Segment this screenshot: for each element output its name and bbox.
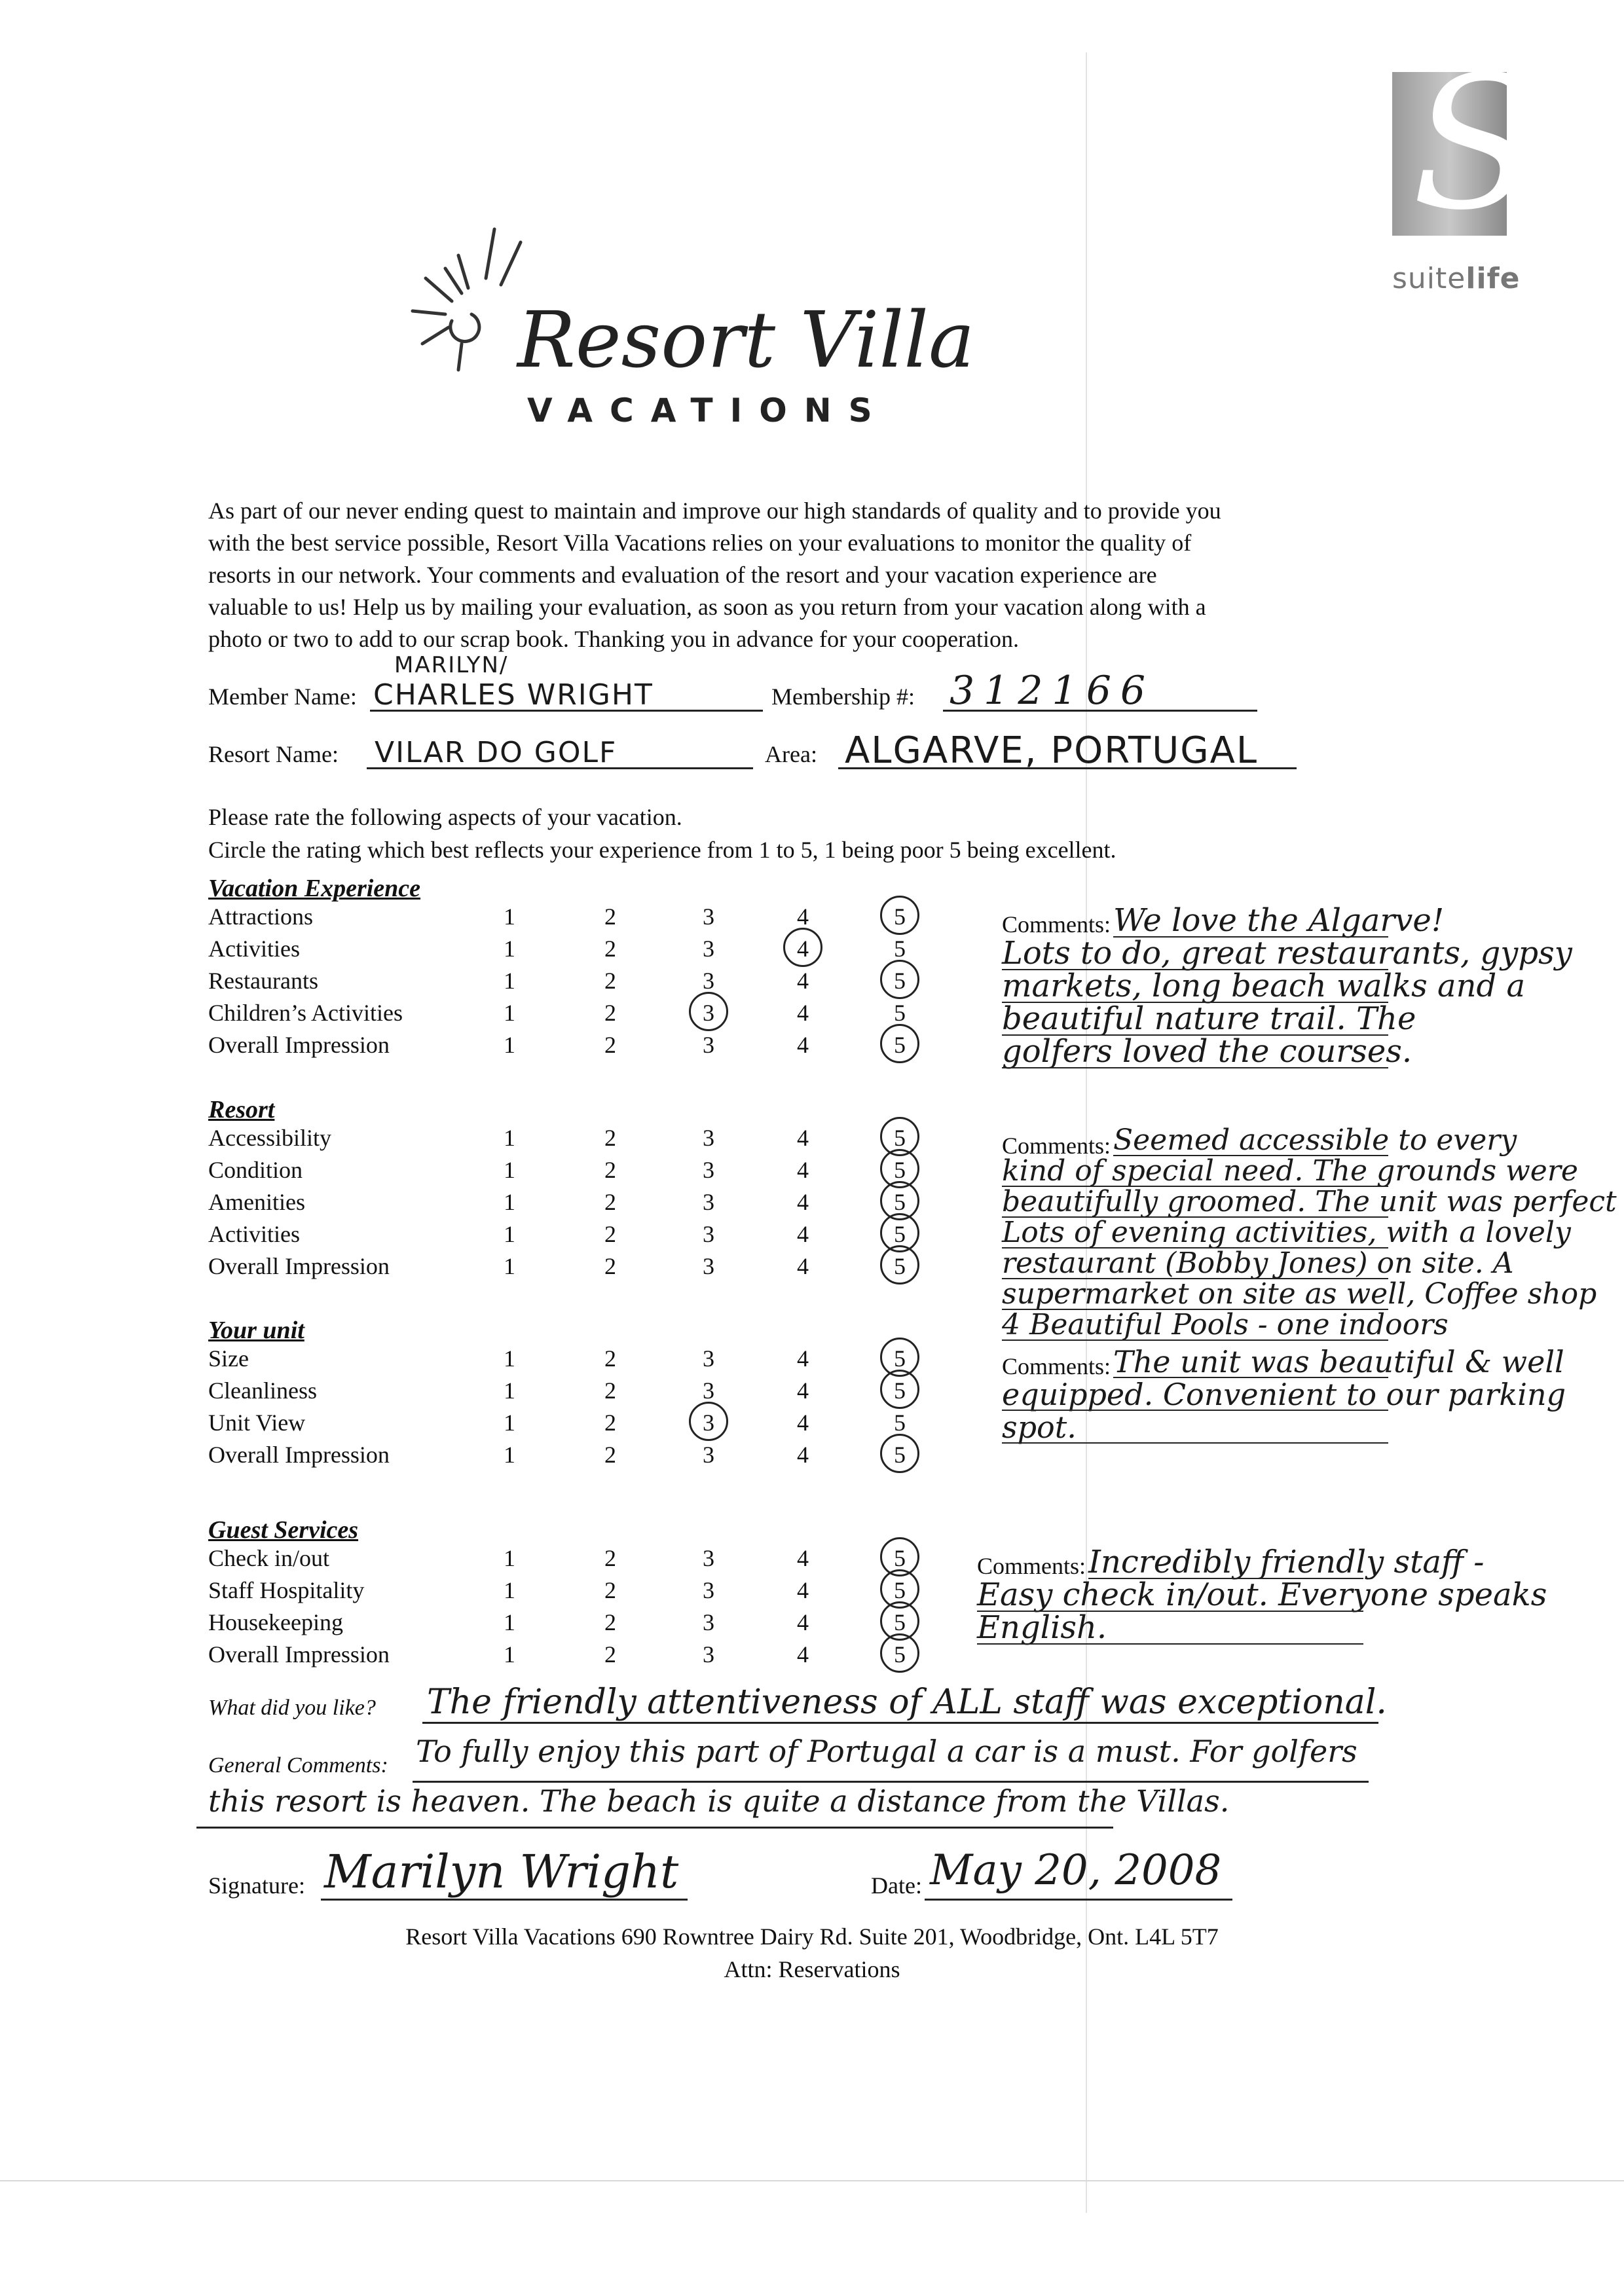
rating-selected-circle <box>880 1370 919 1409</box>
date-label: Date: <box>871 1872 922 1899</box>
rating-option-1[interactable]: 1 <box>504 1032 515 1058</box>
comment-line: kind of special need. The grounds were <box>1002 1154 1578 1188</box>
intro-line: valuable to us! Help us by mailing your evaluation, as soon as you return from your vacation along with a <box>208 594 1206 620</box>
rating-option-3[interactable]: 3 <box>703 1221 714 1247</box>
rating-item-label: Unit View <box>208 1410 306 1436</box>
rating-option-2[interactable]: 2 <box>604 1442 616 1468</box>
rating-option-3[interactable]: 3 <box>703 1125 714 1151</box>
rating-option-2[interactable]: 2 <box>604 1345 616 1372</box>
membership-line <box>943 710 1257 712</box>
rating-option-3[interactable]: 3 <box>703 1545 714 1571</box>
rating-item-label: Activities <box>208 1221 300 1247</box>
rating-option-2[interactable]: 2 <box>604 1253 616 1279</box>
rating-option-5[interactable]: 5 <box>894 1345 906 1372</box>
suitelife-s-mark: S <box>1412 37 1538 251</box>
section-title: Guest Services <box>208 1516 359 1544</box>
rating-item-label: Overall Impression <box>208 1641 390 1667</box>
suitelife-word-life: life <box>1466 262 1521 295</box>
rating-option-2[interactable]: 2 <box>604 1125 616 1151</box>
comment-line: spot. <box>1002 1410 1077 1445</box>
section-title: Your unit <box>208 1317 304 1344</box>
rating-option-4[interactable]: 4 <box>797 1221 809 1247</box>
membership-value: 312166 <box>950 668 1155 714</box>
comment-line: We love the Algarve! <box>1113 902 1445 939</box>
rating-option-2[interactable]: 2 <box>604 1189 616 1215</box>
comment-line: English. <box>977 1609 1107 1646</box>
rating-item-label: Overall Impression <box>208 1442 390 1468</box>
comment-line: beautiful nature trail. The <box>1002 1000 1416 1037</box>
rating-option-3[interactable]: 3 <box>703 1442 714 1468</box>
rating-selected-circle <box>880 1434 919 1473</box>
rating-option-4[interactable]: 4 <box>797 1157 809 1183</box>
rating-option-2[interactable]: 2 <box>604 1545 616 1571</box>
comment-line: equipped. Convenient to our parking <box>1002 1377 1566 1412</box>
date-line <box>925 1899 1232 1901</box>
rating-option-1[interactable]: 1 <box>504 968 515 994</box>
comment-underline <box>1002 1442 1388 1444</box>
signature-value: Marilyn Wright <box>324 1845 679 1899</box>
rating-option-5[interactable]: 5 <box>894 968 906 994</box>
rating-option-3[interactable]: 3 <box>703 903 714 930</box>
rating-option-1[interactable]: 1 <box>504 936 515 962</box>
rating-item-label: Condition <box>208 1157 303 1183</box>
area-label: Area: <box>765 741 817 767</box>
rating-option-4[interactable]: 4 <box>797 1032 809 1058</box>
general-underline-2 <box>196 1827 1113 1829</box>
rating-selected-circle <box>880 1024 919 1063</box>
intro-line: photo or two to add to our scrap book. Thanking you in advance for your cooperation. <box>208 626 1020 652</box>
rating-option-5[interactable]: 5 <box>894 936 906 962</box>
rating-option-3[interactable]: 3 <box>703 1000 714 1026</box>
rating-selected-circle <box>880 896 919 935</box>
rating-selected-circle <box>783 928 822 967</box>
rating-option-2[interactable]: 2 <box>604 1377 616 1404</box>
resort-name-line <box>367 767 753 769</box>
rating-selected-circle <box>880 1245 919 1285</box>
rating-item-label: Activities <box>208 936 300 962</box>
general-line-2: this resort is heaven. The beach is quite a distance from the Villas. <box>208 1783 1230 1819</box>
membership-label: Membership #: <box>771 683 915 710</box>
rating-option-2[interactable]: 2 <box>604 936 616 962</box>
rating-option-4[interactable]: 4 <box>797 1253 809 1279</box>
rating-item-label: Attractions <box>208 903 313 930</box>
comment-line: Lots to do, great restaurants, gypsy <box>1002 935 1572 972</box>
rating-option-5[interactable]: 5 <box>894 1377 906 1404</box>
rating-option-1[interactable]: 1 <box>504 1125 515 1151</box>
member-name-label: Member Name: <box>208 683 357 710</box>
rating-selected-circle <box>880 960 919 999</box>
rating-option-2[interactable]: 2 <box>604 1577 616 1603</box>
comment-line: 4 Beautiful Pools - one indoors <box>1002 1308 1449 1341</box>
rating-option-3[interactable]: 3 <box>703 1410 714 1436</box>
rating-option-1[interactable]: 1 <box>504 1442 515 1468</box>
rating-option-4[interactable]: 4 <box>797 1345 809 1372</box>
rating-option-4[interactable]: 4 <box>797 1577 809 1603</box>
sun-icon <box>406 216 530 373</box>
comment-line: Seemed accessible to every <box>1113 1123 1517 1157</box>
rating-option-1[interactable]: 1 <box>504 1577 515 1603</box>
rating-option-3[interactable]: 3 <box>703 936 714 962</box>
rating-selected-circle <box>689 992 728 1031</box>
comment-line: markets, long beach walks and a <box>1002 968 1526 1004</box>
rating-option-3[interactable]: 3 <box>703 1253 714 1279</box>
rating-option-4[interactable]: 4 <box>797 1000 809 1026</box>
instructions-line-2: Circle the rating which best reflects your experience from 1 to 5, 1 being poor 5 being excellent. <box>208 837 1116 863</box>
comment-line: Incredibly friendly staff - <box>1088 1544 1485 1580</box>
intro-paragraph <box>208 495 1426 655</box>
rating-option-1[interactable]: 1 <box>504 1641 515 1667</box>
rating-option-3[interactable]: 3 <box>703 1577 714 1603</box>
rating-item-label: Cleanliness <box>208 1377 317 1404</box>
rating-option-5[interactable]: 5 <box>894 903 906 930</box>
rating-option-1[interactable]: 1 <box>504 1377 515 1404</box>
rating-option-1[interactable]: 1 <box>504 1345 515 1372</box>
rating-option-4[interactable]: 4 <box>797 936 809 962</box>
comment-underline <box>1002 1339 1388 1341</box>
comments-label: Comments: <box>977 1553 1086 1579</box>
rating-option-4[interactable]: 4 <box>797 1125 809 1151</box>
instructions-line-1: Please rate the following aspects of your vacation. <box>208 804 682 830</box>
intro-line: resorts in our network. Your comments and evaluation of the resort and your vacation experience are <box>208 562 1157 588</box>
footer-attn: Attn: Reservations <box>724 1956 900 1982</box>
resort-name-label: Resort Name: <box>208 741 339 767</box>
rating-item-label: Amenities <box>208 1189 305 1215</box>
rating-option-2[interactable]: 2 <box>604 1157 616 1183</box>
rating-option-1[interactable]: 1 <box>504 1221 515 1247</box>
rating-option-1[interactable]: 1 <box>504 1000 515 1026</box>
intro-line: As part of our never ending quest to maintain and improve our high standards of quality and to provide you <box>208 498 1221 524</box>
area-value: ALGARVE, PORTUGAL <box>845 729 1259 772</box>
rating-option-4[interactable]: 4 <box>797 1410 809 1436</box>
intro-line: with the best service possible, Resort Villa Vacations relies on your evaluations to monitor the quality of <box>208 530 1192 556</box>
section-title: Resort <box>208 1096 275 1123</box>
rating-item-label: Check in/out <box>208 1545 329 1571</box>
area-line <box>838 767 1297 769</box>
rating-option-5[interactable]: 5 <box>894 1253 906 1279</box>
rating-option-4[interactable]: 4 <box>797 1641 809 1667</box>
rating-option-4[interactable]: 4 <box>797 1377 809 1404</box>
comment-line: supermarket on site as well, Coffee shop <box>1002 1277 1597 1311</box>
rating-option-5[interactable]: 5 <box>894 1157 906 1183</box>
scan-bottom-line <box>0 2180 1624 2181</box>
rating-selected-circle <box>689 1402 728 1441</box>
rating-item-label: Staff Hospitality <box>208 1577 365 1603</box>
suitelife-logo <box>1387 37 1538 308</box>
rating-option-4[interactable]: 4 <box>797 1545 809 1571</box>
rating-option-3[interactable]: 3 <box>703 1345 714 1372</box>
comment-line: golfers loved the courses. <box>1002 1033 1412 1070</box>
suitelife-s-icon <box>1392 37 1538 251</box>
rating-option-2[interactable]: 2 <box>604 1410 616 1436</box>
rating-option-2[interactable]: 2 <box>604 1641 616 1667</box>
rating-option-2[interactable]: 2 <box>604 903 616 930</box>
rating-option-1[interactable]: 1 <box>504 903 515 930</box>
rating-item-label: Overall Impression <box>208 1253 390 1279</box>
comments-label: Comments: <box>1002 1133 1111 1159</box>
rating-option-1[interactable]: 1 <box>504 1410 515 1436</box>
signature-label: Signature: <box>208 1872 305 1899</box>
rating-option-3[interactable]: 3 <box>703 968 714 994</box>
rating-option-5[interactable]: 5 <box>894 1410 906 1436</box>
comment-underline <box>977 1643 1363 1645</box>
logo-script-title: Resort Villa <box>517 295 975 385</box>
resort-villa-logo <box>406 216 975 432</box>
rating-option-3[interactable]: 3 <box>703 1641 714 1667</box>
rating-option-2[interactable]: 2 <box>604 1000 616 1026</box>
rating-option-1[interactable]: 1 <box>504 1189 515 1215</box>
rating-option-5[interactable]: 5 <box>894 1641 906 1667</box>
suitelife-word-suite: suite <box>1392 262 1466 295</box>
rating-option-5[interactable]: 5 <box>894 1609 906 1635</box>
rating-option-5[interactable]: 5 <box>894 1442 906 1468</box>
rating-option-2[interactable]: 2 <box>604 968 616 994</box>
rating-option-1[interactable]: 1 <box>504 1545 515 1571</box>
rating-option-5[interactable]: 5 <box>894 1189 906 1215</box>
rating-option-1[interactable]: 1 <box>504 1157 515 1183</box>
rating-option-5[interactable]: 5 <box>894 1577 906 1603</box>
rating-option-5[interactable]: 5 <box>894 1221 906 1247</box>
liked-value: The friendly attentiveness of ALL staff was exceptional. <box>427 1683 1387 1722</box>
logo-vacations: VACATIONS <box>527 392 889 429</box>
comments-label: Comments: <box>1002 911 1111 938</box>
rating-option-1[interactable]: 1 <box>504 1609 515 1635</box>
rating-option-2[interactable]: 2 <box>604 1609 616 1635</box>
general-line-1: To fully enjoy this part of Portugal a car is a must. For golfers <box>416 1734 1357 1769</box>
comment-underline <box>1002 1067 1388 1068</box>
rating-option-5[interactable]: 5 <box>894 1125 906 1151</box>
rating-option-3[interactable]: 3 <box>703 1609 714 1635</box>
comment-line: beautifully groomed. The unit was perfect <box>1002 1185 1617 1218</box>
rating-item-label: Accessibility <box>208 1125 331 1151</box>
rating-option-3[interactable]: 3 <box>703 1032 714 1058</box>
comment-line: The unit was beautiful & well <box>1113 1344 1564 1379</box>
rating-option-5[interactable]: 5 <box>894 1032 906 1058</box>
rating-option-5[interactable]: 5 <box>894 1545 906 1571</box>
section-title: Vacation Experience <box>208 875 421 902</box>
signature-line <box>321 1899 688 1901</box>
general-underline-1 <box>413 1781 1369 1783</box>
rating-selected-circle <box>880 1633 919 1673</box>
rating-item-label: Children’s Activities <box>208 1000 403 1026</box>
member-name-line <box>370 710 763 712</box>
comment-line: Lots of evening activities, with a lovely <box>1002 1216 1571 1249</box>
rating-option-4[interactable]: 4 <box>797 1442 809 1468</box>
rating-option-4[interactable]: 4 <box>797 1609 809 1635</box>
member-name-value: CHARLES WRIGHT <box>373 678 654 712</box>
rating-option-1[interactable]: 1 <box>504 1253 515 1279</box>
rating-option-3[interactable]: 3 <box>703 1377 714 1404</box>
footer-address: Resort Villa Vacations 690 Rowntree Dairy Rd. Suite 201, Woodbridge, Ont. L4L 5T7 <box>405 1923 1219 1950</box>
general-label: General Comments: <box>208 1753 388 1777</box>
rating-option-3[interactable]: 3 <box>703 1157 714 1183</box>
comment-line: Easy check in/out. Everyone speaks <box>977 1576 1547 1613</box>
member-name-extra: MARILYN/ <box>394 652 509 678</box>
liked-line <box>422 1722 1378 1724</box>
rating-item-label: Overall Impression <box>208 1032 390 1058</box>
rating-option-3[interactable]: 3 <box>703 1189 714 1215</box>
comments-label: Comments: <box>1002 1353 1111 1379</box>
comment-line: restaurant (Bobby Jones) on site. A <box>1002 1247 1514 1280</box>
rating-option-5[interactable]: 5 <box>894 1000 906 1026</box>
rating-option-2[interactable]: 2 <box>604 1032 616 1058</box>
rating-item-label: Restaurants <box>208 968 318 994</box>
date-value: May 20, 2008 <box>930 1846 1222 1895</box>
rating-item-label: Size <box>208 1345 249 1372</box>
rating-option-4[interactable]: 4 <box>797 1189 809 1215</box>
rating-option-2[interactable]: 2 <box>604 1221 616 1247</box>
rating-option-4[interactable]: 4 <box>797 903 809 930</box>
resort-name-value: VILAR DO GOLF <box>375 736 618 769</box>
rating-item-label: Housekeeping <box>208 1609 343 1635</box>
rating-option-4[interactable]: 4 <box>797 968 809 994</box>
liked-label: What did you like? <box>208 1696 376 1720</box>
suitelife-wordmark <box>1392 262 1521 295</box>
